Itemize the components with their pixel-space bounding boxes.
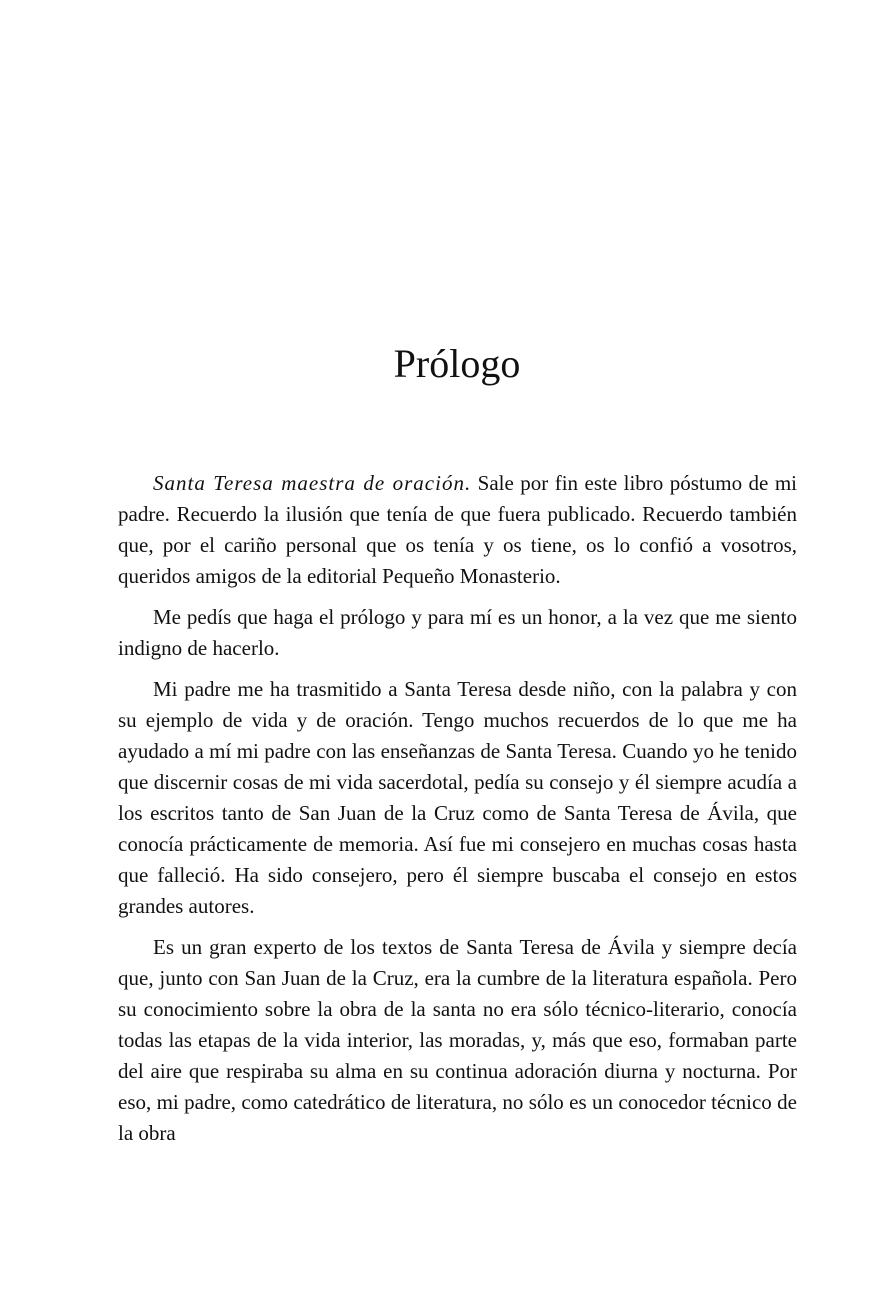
paragraph-1-text: Sale por fin este libro póstumo de mi padre. Recuerdo la ilusión que tenía de que fuera publicado. Recuerdo también que, por el cariño personal que os tenía y os tiene, os lo confió a vosotros, queridos amigos de la editorial Pequeño Monasterio. (118, 471, 797, 588)
paragraph-3: Mi padre me ha trasmitido a Santa Teresa desde niño, con la palabra y con su ejemplo de vida y de oración. Tengo muchos recuerdos de lo que me ha ayudado a mí mi padre con las enseñanzas de Santa Teresa. Cuando yo he tenido que discernir cosas de mi vida sacerdotal, pedía su consejo y él siempre acudía a los escritos tanto de San Juan de la Cruz como de Santa Teresa de Ávila, que conocía prácticamente de memoria. Así fue mi consejero en muchas cosas hasta que falleció. Ha sido consejero, pero él siempre buscaba el consejo en estos grandes autores. (118, 677, 797, 918)
paragraph-4: Es un gran experto de los textos de Santa Teresa de Ávila y siempre decía que, junto con San Juan de la Cruz, era la cumbre de la literatura española. Pero su conocimiento sobre la obra de la santa no era sólo técnico-literario, conocía todas las etapas de la vida interior, las moradas, y, más que eso, formaban parte del aire que respiraba su alma en su continua adoración diurna y nocturna. Por eso, mi padre, como catedrático de literatura, no sólo es un conocedor técnico de la obra (118, 935, 797, 1145)
paragraph-2: Me pedís que haga el prólogo y para mí es un honor, a la vez que me siento indigno de hacerlo. (118, 605, 797, 660)
paragraph-1 (118, 468, 797, 592)
chapter-title: Prólogo (393, 341, 521, 386)
book-title-italic: Santa Teresa maestra de oración. (153, 471, 472, 495)
chapter-body (118, 468, 797, 1159)
